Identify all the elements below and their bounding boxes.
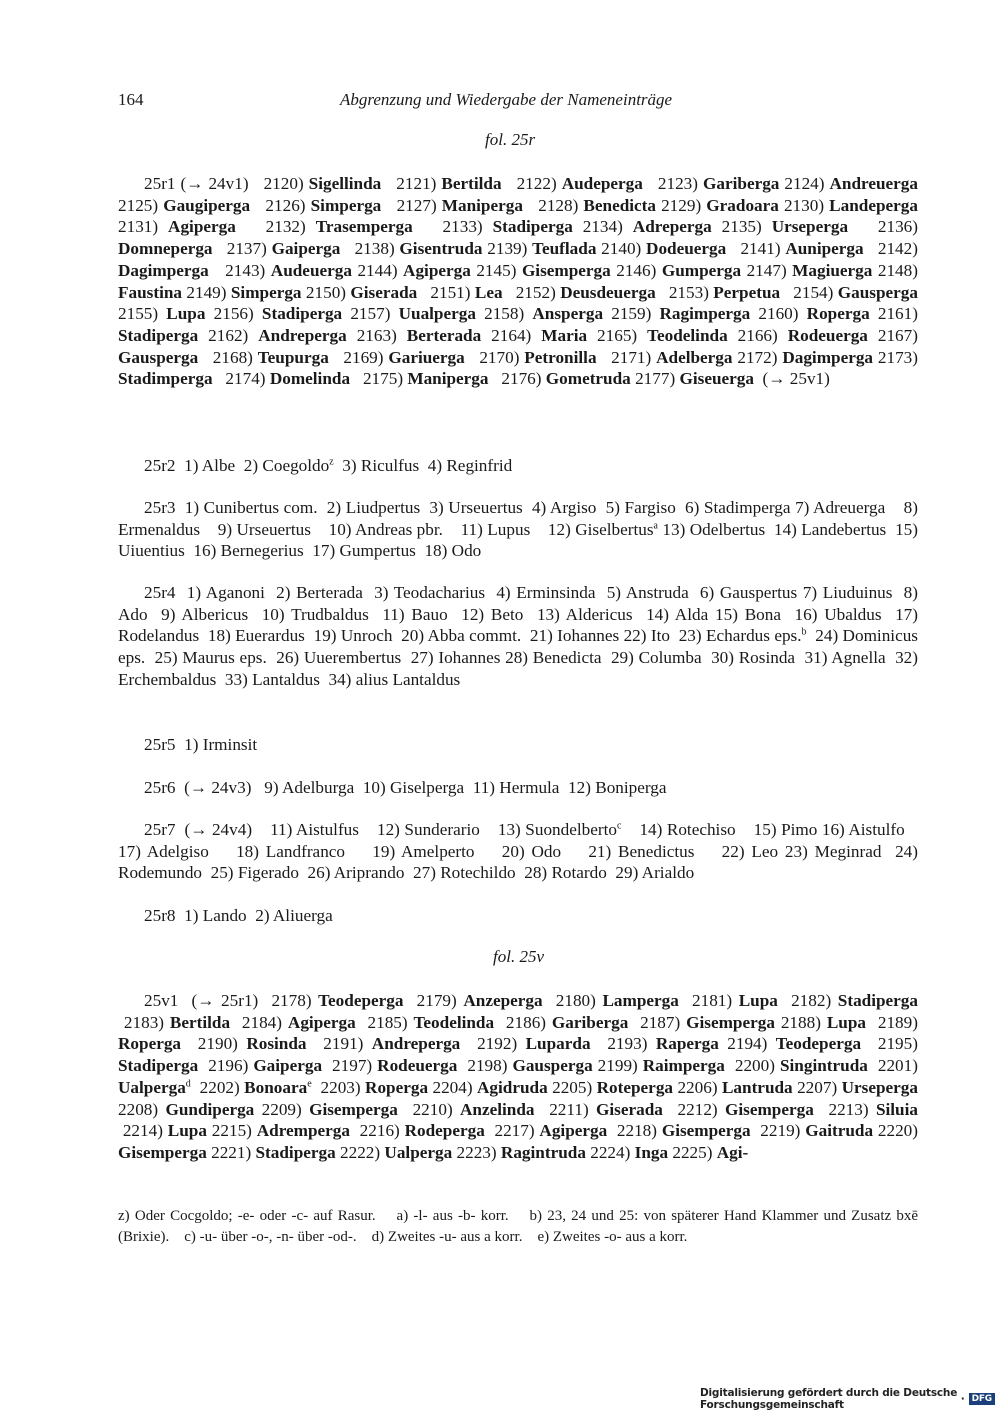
- footnote-d: d) Zweites -u- aus a korr.: [371, 1229, 523, 1245]
- page-number: 164: [118, 90, 144, 109]
- dfg-credit: Digitalisierung gefördert durch die Deutsche Forschungsgemeinschaft · DFG: [700, 1387, 995, 1411]
- entry-25v1: 25v1 (→ 25r1) 2178) Teodeperga 2179) Anzeperga 2180) Lamperga 2181) Lupa 2182) Stadiperga 2183) Bertilda 2184) Agiperga 2185) Teodelinda 2186) Gariberga 2187) Gisemperga 2188) Lupa 2189) Roperga 2190) Rosinda 2191) Andreperga 2192) Luparda 2193) Raperga 2194) Teodeperga 2195) Stadiperga 2196) Gaiperga 2197) Rodeuerga 2198) Gausperga 2199) Raimperga 2200) Singintruda 2201) Ualperga$^d$ 2202) Bonoara$^e$ 2203) Roperga 2204) Agidruda 2205) Roteperga 2206) Lantruda 2207) Urseperga 2208) Gundiperga 2209) Gisemperga 2210) Anzelinda 2211) Giserada 2212) Gisemperga 2213) Siluia 2214) Lupa 2215) Adremperga 2216) Rodeperga 2217) Agiperga 2218) Gisemperga 2219) Gaitruda 2220) Gisemperga 2221) Stadiperga 2222) Ualperga 2223) Ragintruda 2224) Inga 2225) Agi-: [118, 991, 918, 1162]
- entry-25r5: 25r5 1) Irminsit: [144, 735, 258, 754]
- entry-25r8: 25r8 1) Lando 2) Aliuerga: [144, 906, 333, 925]
- running-title: Abgrenzung und Wiedergabe der Nameneinträge: [340, 90, 673, 109]
- entry-25r3: 25r3 1) Cunibertus com. 2) Liudpertus 3) Urseuertus 4) Argiso 5) Fargiso 6) Stadimperga 7) Adreuerga 8) Ermenaldus 9) Urseuertus 10) Andreas pbr. 11) Lupus 12) Giselbertus$^a$ 13) Odelbertus 14) Landebertus 15) Uiuentius 16) Bernegerius 17) Gumpertus 18) Odo: [118, 498, 918, 561]
- entry-25r4: 25r4 1) Aganoni 2) Berterada 3) Teodacharius 4) Erminsinda 5) Anstruda 6) Gauspertus 7) Liuduinus 8) Ado 9) Albericus 10) Trudbaldus 11) Bauo 12) Beto 13) Aldericus 14) Alda 15) Bona 16) Ubaldus 17) Rodelandus 18) Euerardus 19) Unroch 20) Abba commt. 21) Iohannes 22) Ito 23) Echardus eps.$^b$ 24) Dominicus eps. 25) Maurus eps. 26) Uuerembertus 27) Iohannes 28) Benedicta 29) Columba 30) Rosinda 31) Agnella 32) Erchembaldus 33) Lantaldus 34) alius Lantaldus: [118, 583, 918, 689]
- footnote-c: c) -u- über -o-, -n- über -od-.: [184, 1229, 357, 1245]
- entry-25r7: 25r7 (→ 24v4) 11) Aistulfus 12) Sunderario 13) Suondelberto$^c$ 14) Rotechiso 15) Pimo 16) Aistulfo 17) Adelgiso 18) Landfranco 19) Amelperto 20) Odo 21) Benedictus 22) Leo 23) Meginrad 24) Rodemundo 25) Figerado 26) Ariprando 27) Rotechildo 28) Rotardo 29) Arialdo: [118, 820, 919, 883]
- footnotes: [118, 1206, 918, 1248]
- entry-25r6: 25r6 (→ 24v3) 9) Adelburga 10) Giselperga 11) Hermula 12) Boniperga: [144, 778, 667, 797]
- dfg-credit-text: Digitalisierung gefördert durch die Deutsche Forschungsgemeinschaft: [700, 1387, 958, 1411]
- section-heading-fol-25r: fol. 25r: [485, 130, 536, 149]
- entry-25r1: 25r1 (→ 24v1) 2120) Sigellinda 2121) Bertilda 2122) Audeperga 2123) Gariberga 2124) Andreuerga 2125) Gaugiperga 2126) Simperga 2127) Maniperga 2128) Benedicta 2129) Gradoara 2130) Landeperga 2131) Agiperga 2132) Trasemperga 2133) Stadiperga 2134) Adreperga 2135) Urseperga 2136) Domneperga 2137) Gaiperga 2138) Gisentruda 2139) Teuflada 2140) Dodeuerga 2141) Auniperga 2142) Dagimperga 2143) Audeuerga 2144) Agiperga 2145) Gisemperga 2146) Gumperga 2147) Magiuerga 2148) Faustina 2149) Simperga 2150) Giserada 2151) Lea 2152) Deusdeuerga 2153) Perpetua 2154) Gausperga 2155) Lupa 2156) Stadiperga 2157) Uualperga 2158) Ansperga 2159) Ragimperga 2160) Roperga 2161) Stadiperga 2162) Andreperga 2163) Berterada 2164) Maria 2165) Teodelinda 2166) Rodeuerga 2167) Gausperga 2168) Teupurga 2169) Gariuerga 2170) Petronilla 2171) Adelberga 2172) Dagimperga 2173) Stadimperga 2174) Domelinda 2175) Maniperga 2176) Gometruda 2177) Giseuerga (→ 25v1): [118, 174, 918, 389]
- footnote-z: z) Oder Cocgoldo; -e- oder -c- auf Rasur.: [118, 1208, 376, 1224]
- footnote-b: b) 23, 24 und 25: von späterer Hand Klammer und Zusatz bxē (Brixie).: [118, 1208, 919, 1245]
- footnote-e: e) Zweites -o- aus a korr.: [537, 1229, 688, 1245]
- section-heading-fol-25v: fol. 25v: [493, 947, 544, 966]
- entry-25r2: 25r2 1) Albe 2) Coegoldo$^z$ 3) Riculfus 4) Reginfrid: [144, 456, 513, 475]
- dfg-logo-icon: DFG: [969, 1393, 995, 1405]
- footnote-a: a) -l- aus -b- korr.: [396, 1208, 509, 1224]
